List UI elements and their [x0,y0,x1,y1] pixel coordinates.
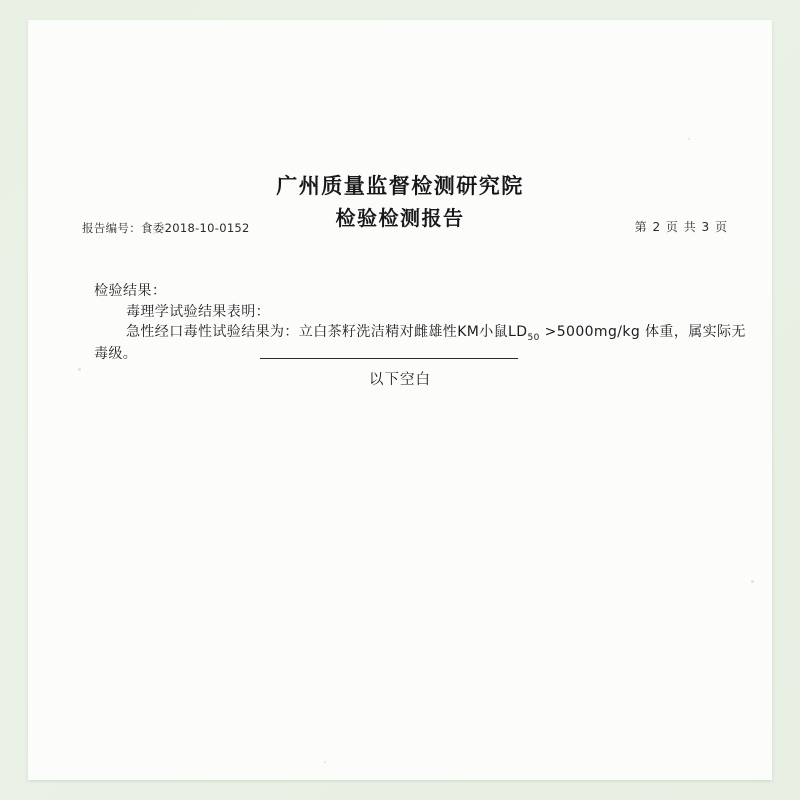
report-number: 报告编号：食委2018-10-0152 [82,221,250,235]
blank-below-note: 以下空白 [369,372,431,388]
document-subtitle: 检验检测报告 [335,206,465,230]
scan-speckle [688,138,690,140]
document-page-surface [28,20,772,780]
body-line-2-subscript: 50 [527,332,540,343]
results-section-label: 检验结果： [94,283,167,299]
document-page [28,20,772,780]
body-line-2-before: 急性经口毒性试验结果为：立白茶籽洗洁精对雌雄性KM小鼠LD [126,324,528,340]
body-line-2 [126,321,746,343]
document-title: 广州质量监督检测研究院 [276,174,524,198]
scan-speckle [751,580,754,583]
scan-speckle [324,761,326,763]
body-line-3: 毒级。 [94,346,138,362]
horizontal-rule [260,358,518,359]
page-indicator: 第 2 页 共 3 页 [634,220,728,234]
body-line-2-after: >5000mg/kg 体重，属实际无 [539,324,746,340]
body-line-1: 毒理学试验结果表明： [126,304,270,320]
